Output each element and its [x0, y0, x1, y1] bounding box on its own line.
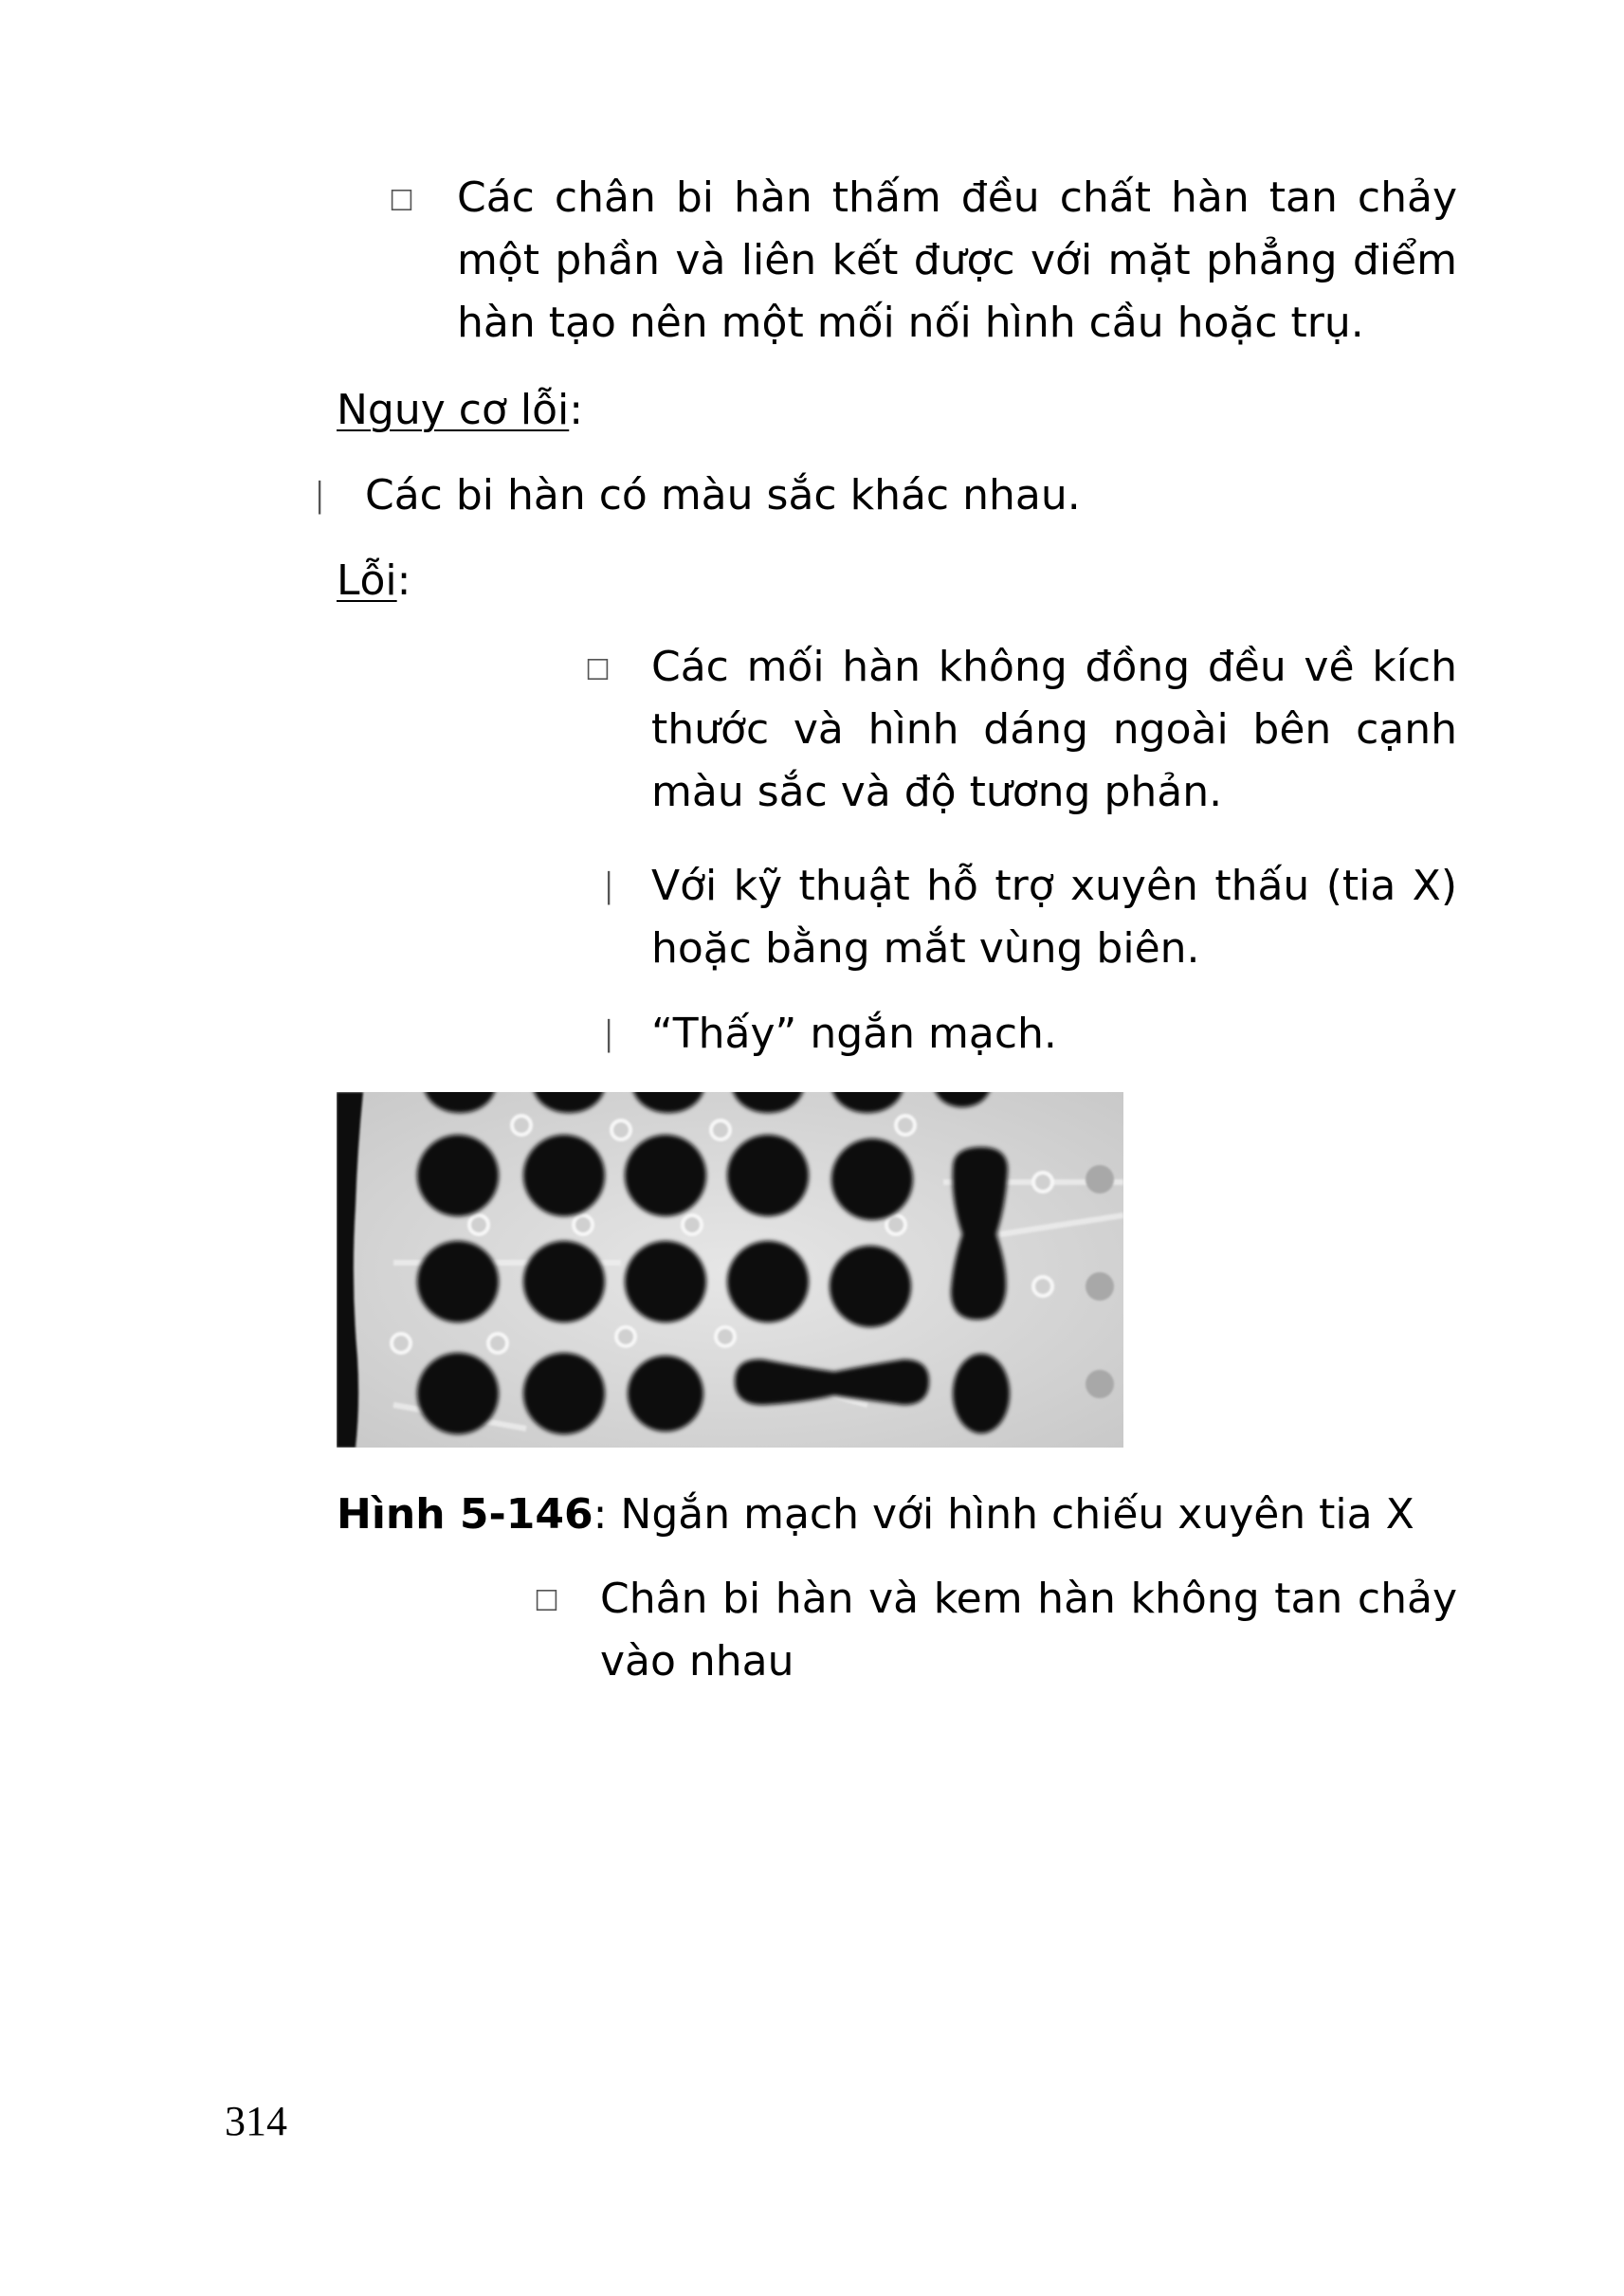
checkbox-bullet-icon: ☐ [534, 1585, 559, 1618]
heading-error-colon: : [396, 556, 411, 605]
figure-caption-label: Hình 5-146 [337, 1490, 593, 1539]
bar-bullet-icon: │ [600, 872, 618, 905]
heading-risk [337, 379, 583, 442]
figure-caption [337, 1484, 1474, 1546]
bar-bullet-icon: │ [311, 482, 329, 515]
paragraph-bullet-6: Chân bi hàn và kem hàn không tan chảy vào nhau [600, 1575, 1457, 1686]
paragraph-bullet-1: Các chân bi hàn thấm đều chất hàn tan chảy một phần và liên kết được với mặt phẳng điểm hàn tạo nên một mối nối hình cầu hoặc trụ. [457, 173, 1457, 347]
bar-bullet-icon: │ [600, 1020, 618, 1053]
checkbox-bullet-icon: ☐ [585, 654, 611, 687]
heading-error [337, 550, 411, 612]
figure-caption-text: : Ngắn mạch với hình chiếu xuyên tia X [593, 1490, 1414, 1539]
xray-solder-ball-image [337, 1092, 1123, 1448]
paragraph-bullet-5: “Thấy” ngắn mạch. [651, 1010, 1057, 1058]
heading-risk-label: Nguy cơ lỗi [337, 386, 570, 434]
page-number: 314 [225, 2098, 287, 2144]
paragraph-bullet-2: Các bi hàn có màu sắc khác nhau. [365, 471, 1081, 519]
checkbox-bullet-icon: ☐ [389, 185, 414, 218]
xray-image-drawing [337, 1092, 1123, 1448]
heading-risk-colon: : [569, 386, 584, 434]
paragraph-bullet-3: Các mối hàn không đồng đều về kích thước và hình dáng ngoài bên cạnh màu sắc và độ tương phản. [651, 643, 1457, 816]
heading-error-label: Lỗi [337, 556, 397, 605]
paragraph-bullet-4: Với kỹ thuật hỗ trợ xuyên thấu (tia X) hoặc bằng mắt vùng biên. [651, 862, 1457, 973]
